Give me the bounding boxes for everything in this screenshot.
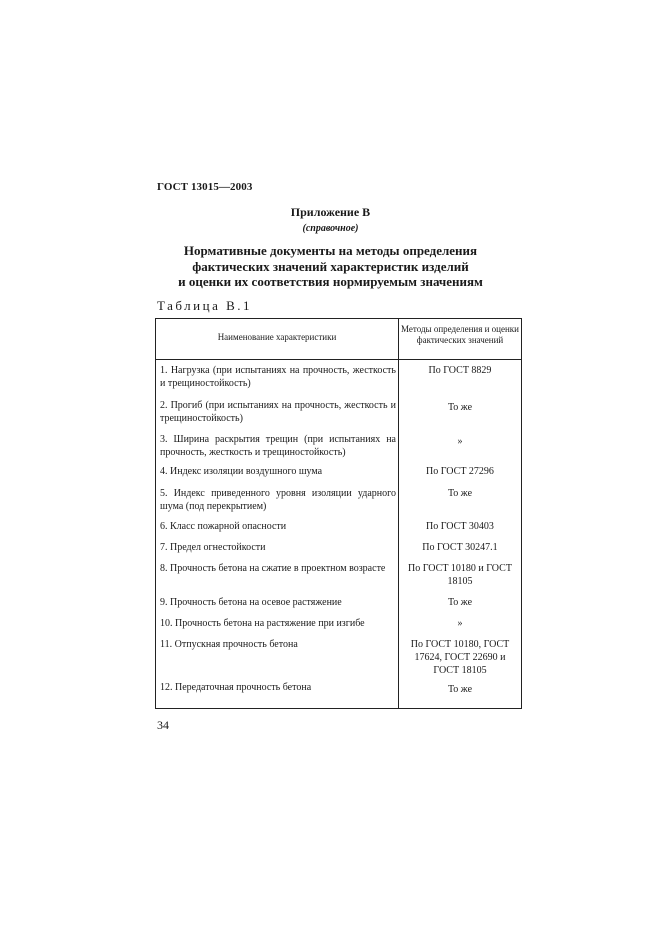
characteristic-name: 12. Передаточная прочность бетона <box>160 682 312 693</box>
characteristic-name: 6. Класс пожарной опасности <box>160 521 287 532</box>
method-reference: То же <box>447 597 473 608</box>
column-divider <box>398 319 399 708</box>
characteristic-name: 2. Прогиб (при испытаниях на прочность, жесткость и трещиностойкость) <box>160 400 396 424</box>
characteristic-name: 4. Индекс изоляции воздушного шума <box>160 466 323 477</box>
column-header-methods: Методы определения и оценки фактических значений <box>401 324 519 345</box>
title-line: фактических значений характеристик изделий <box>192 258 469 274</box>
title-line: и оценки их соответствия нормируемым значениям <box>178 274 483 289</box>
title-line: Нормативные документы на методы определения <box>183 243 478 258</box>
method-reference: По ГОСТ 8829 <box>428 365 492 376</box>
method-reference: То же <box>447 402 473 413</box>
characteristic-name: 7. Предел огнестойкости <box>160 542 266 553</box>
document-title <box>0 243 661 290</box>
appendix-title: Приложение В <box>290 205 371 219</box>
column-header-name: Наименование характеристики <box>217 332 337 342</box>
characteristic-name: 9. Прочность бетона на осевое растяжение <box>160 597 342 608</box>
method-reference: То же <box>447 488 473 499</box>
method-reference: » <box>457 618 463 629</box>
characteristic-name: 8. Прочность бетона на сжатие в проектном возрасте <box>160 563 386 574</box>
document-code: ГОСТ 13015—2003 <box>157 181 253 193</box>
method-reference: По ГОСТ 10180, ГОСТ 17624, ГОСТ 22690 и ГОСТ 18105 <box>410 639 510 676</box>
characteristic-name: 11. Отпускная прочность бетона <box>160 639 298 650</box>
characteristic-name: 3. Ширина раскрытия трещин (при испытаниях на прочность, жесткость и трещиностойкость) <box>160 434 396 458</box>
method-reference: По ГОСТ 27296 <box>426 466 494 477</box>
method-reference: По ГОСТ 30403 <box>426 521 494 532</box>
header-divider <box>156 359 521 360</box>
page-number: 34 <box>157 718 169 732</box>
characteristic-name: 10. Прочность бетона на растяжение при изгибе <box>160 618 365 629</box>
method-reference: То же <box>447 684 473 695</box>
characteristics-table <box>155 318 522 709</box>
characteristic-name: 1. Нагрузка (при испытаниях на прочность, жесткость и трещиностойкость) <box>160 365 396 389</box>
table-label: Таблица В.1 <box>157 298 253 313</box>
appendix-subtitle: (справочное) <box>302 223 359 234</box>
method-reference: » <box>457 436 463 447</box>
method-reference: По ГОСТ 30247.1 <box>422 542 498 553</box>
characteristic-name: 5. Индекс приведенного уровня изоляции ударного шума (под перекрытием) <box>160 488 396 512</box>
method-reference: По ГОСТ 10180 и ГОСТ 18105 <box>408 563 512 587</box>
